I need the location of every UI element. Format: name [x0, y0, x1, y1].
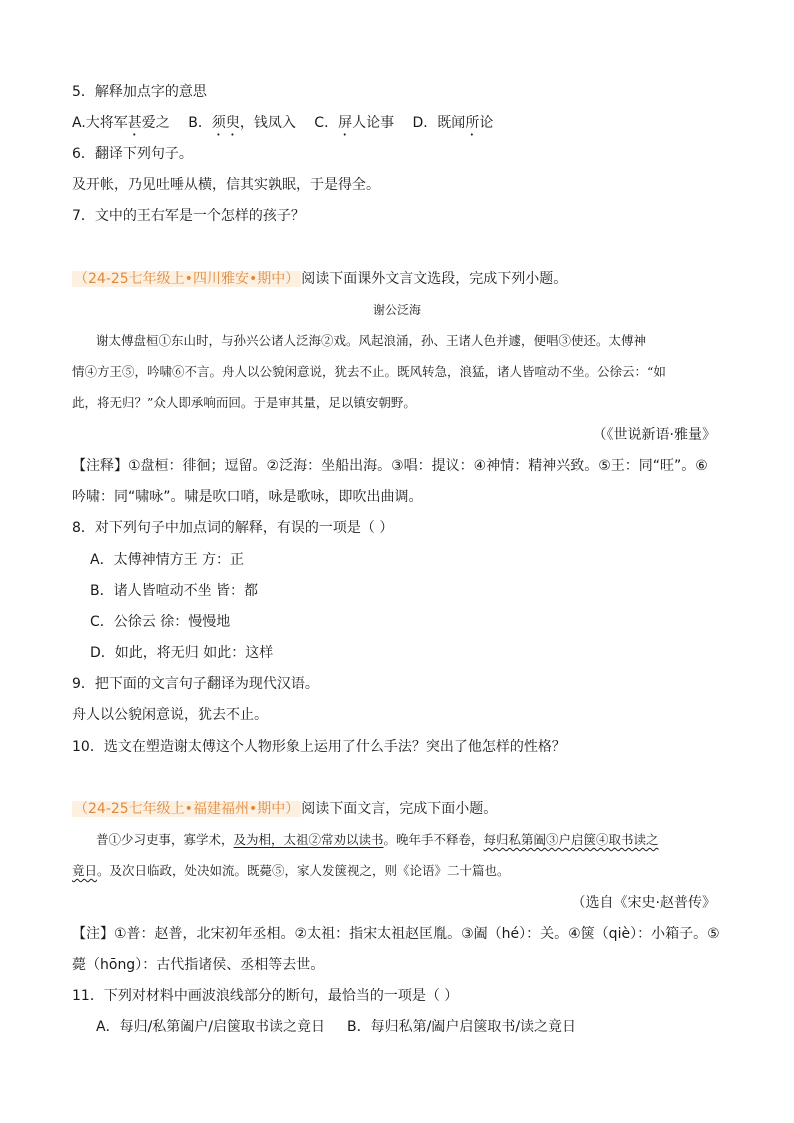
- source-tag: （24-25七年级上•四川雅安•期中）: [74, 271, 300, 287]
- question-9-sentence: 舟人以公貌闲意说，犹去不止。: [72, 707, 268, 723]
- passage-2-note-1: 【注释】①盘桓：徘徊；逗留。②泛海：坐船出海。③唱：提议：④神情：精神兴致。⑤王：同“旺”。⑥: [72, 458, 708, 474]
- option-c: C．屏人论事: [314, 115, 395, 131]
- passage-3-source: （选自《宋史·赵普传》: [571, 895, 716, 911]
- instruction: 阅读下面课外文言文选段，完成下列小题。: [301, 271, 568, 287]
- passage-2-source: （《世说新语·雅量》: [592, 427, 716, 443]
- question-7-title: 7．文中的王右军是一个怎样的孩子？: [72, 208, 305, 224]
- passage-3-note-2: 薨（hōng）：古代指诸侯、丞相等去世。: [72, 957, 325, 973]
- instruction: 阅读下面文言，完成下面小题。: [301, 801, 498, 817]
- question-10-title: 10．选文在塑造谢太傅这个人物形象上运用了什么手法？突出了他怎样的性格？: [72, 739, 566, 755]
- passage-2-header: [72, 269, 567, 289]
- passage-2-line-3: 此，将无归？”众人即承响而回。于是审其量，足以镇安朝野。: [72, 395, 416, 410]
- option-b: B．每归私第/阖户启箧取书/读之竟日: [347, 1019, 577, 1035]
- question-11-options: [96, 1017, 576, 1037]
- question-8-option-b: B．诸人皆喧动不坐 皆：都: [90, 583, 259, 599]
- question-5-title: 5．解释加点字的意思: [72, 84, 207, 100]
- passage-2-line-1: 谢太傅盘桓①东山时，与孙兴公诸人泛海②戏。风起浪涌，孙、王诸人色并遽，便唱③使还。太傅神: [96, 333, 647, 348]
- question-6-title: 6．翻译下列句子。: [72, 146, 193, 162]
- question-8-title: 8．对下列句子中加点词的解释，有误的一项是（ ）: [72, 520, 394, 536]
- question-8-option-d: D．如此，将无归 如此：这样: [90, 645, 274, 661]
- question-8-option-a: A．太傅神情方王 方：正: [90, 552, 245, 568]
- question-9-title: 9．把下面的文言句子翻译为现代汉语。: [72, 676, 319, 692]
- underlined-sentence: 及为相，太祖②常劝以读书: [233, 832, 384, 847]
- option-d: D．既闻所论: [412, 115, 494, 131]
- option-a: A.大将军甚爱之: [72, 115, 170, 131]
- option-a: A．每归/私第阖户/启箧取书读之竟日: [96, 1019, 326, 1035]
- passage-2-line-2: 情④方王⑤，吟啸⑥不言。舟人以公貌闲意说，犹去不止。既风转急，浪猛，诸人皆喧动不坐。公徐云：“如: [72, 364, 666, 379]
- source-tag: （24-25七年级上•福建福州•期中）: [74, 801, 300, 817]
- passage-3-line-1: 普①少习吏事，寡学术，及为相，太祖②常劝以读书。晚年手不释卷，每归私第阖③户启箧④取书读之: [96, 832, 659, 847]
- passage-2-note-2: 吟啸：同“啸咏”。啸是吹口哨，咏是歌咏，即吹出曲调。: [72, 489, 423, 505]
- question-5-options: [72, 113, 493, 139]
- passage-3-note-1: 【注】①普：赵普，北宋初年丞相。②太祖：指宋太祖赵匡胤。③阖（hé）：关。④箧（qiè）：小箱子。⑤: [72, 926, 720, 942]
- passage-3-line-2: 竟日。及次日临政，处决如流。既薨⑤，家人发箧视之，则《论语》二十篇也。: [72, 863, 510, 878]
- option-b: B．须臾，钱凤入: [188, 115, 296, 131]
- question-6-sentence: 及开帐，乃见吐唾从横，信其实孰眠，于是得全。: [72, 177, 380, 193]
- wavy-underlined-end: 竟日: [72, 863, 98, 878]
- question-8-option-c: C．公徐云 徐：慢慢地: [90, 614, 231, 630]
- passage-2-title: 谢公泛海: [372, 303, 421, 317]
- question-11-title: 11．下列对材料中画波浪线部分的断句，最恰当的一项是（ ）: [72, 988, 459, 1004]
- passage-3-header: [72, 799, 497, 819]
- wavy-underlined-sentence: 每归私第阖③户启箧④取书读之: [483, 832, 659, 847]
